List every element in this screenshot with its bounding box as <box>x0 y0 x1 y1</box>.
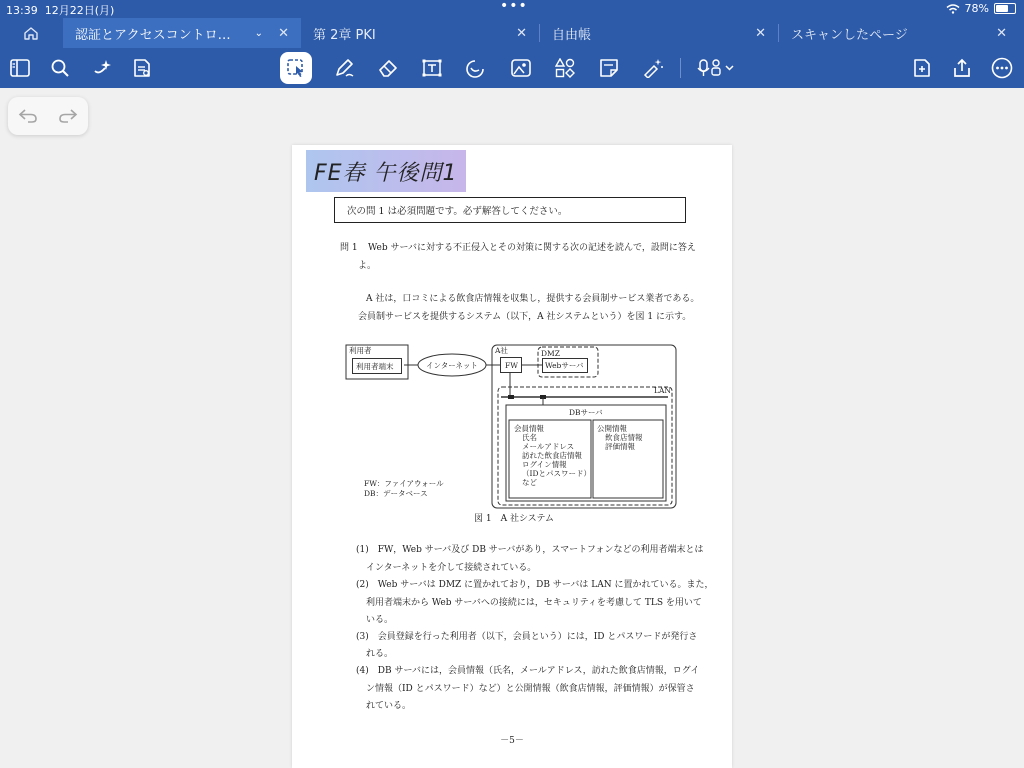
tab-document-4[interactable] <box>779 18 1019 48</box>
elements-icon <box>555 58 575 78</box>
sticky-note-tool[interactable] <box>593 52 625 84</box>
microphone-icon <box>697 58 737 78</box>
sticky-note-icon <box>599 58 619 78</box>
sparkle-icon <box>92 59 112 77</box>
pen-tool[interactable] <box>328 52 360 84</box>
ai-assist-button[interactable] <box>86 52 118 84</box>
lasso-select-icon <box>286 58 306 78</box>
sidebar-button[interactable] <box>4 52 36 84</box>
member-info-item: など <box>522 478 537 487</box>
intro-text: 会員制サービスを提供するシステム（以下，A 社システムという）を図 1 に示す。 <box>358 312 692 322</box>
battery-icon <box>994 3 1016 14</box>
shapes-tool[interactable] <box>460 52 492 84</box>
list-item: れる。 <box>366 649 394 659</box>
eraser-tool[interactable] <box>372 52 404 84</box>
undo-redo-panel <box>8 97 88 135</box>
battery-percent: 78% <box>964 2 989 15</box>
document-button[interactable] <box>126 52 158 84</box>
tab-document-3[interactable] <box>540 18 778 48</box>
legend-db: DB：データベース <box>364 489 428 498</box>
redo-icon[interactable] <box>57 108 79 124</box>
intro-text: A 社は，口コミによる飲食店情報を収集し，提供する会員制サービス業者である。 <box>366 294 700 304</box>
tab-label: 自由帳 <box>552 27 592 43</box>
audio-record-button[interactable] <box>693 52 741 84</box>
system-diagram <box>344 343 684 511</box>
member-info-item: メールアドレス <box>522 442 575 451</box>
user-group-label: 利用者 <box>349 346 372 355</box>
list-item: れている。 <box>366 701 412 711</box>
member-info-item: 訪れた飲食店情報 <box>522 451 582 460</box>
textbox-tool[interactable] <box>416 52 448 84</box>
wifi-icon <box>946 4 960 14</box>
status-bar <box>0 0 1024 18</box>
tab-document-2[interactable] <box>301 18 539 48</box>
db-server-label: DBサーバ <box>569 408 603 417</box>
add-page-button[interactable] <box>906 52 938 84</box>
textbox-icon <box>422 59 442 77</box>
list-item: (2) Web サーバは DMZ に置かれており，DB サーバは LAN に置かれている。また， <box>356 580 714 590</box>
share-icon <box>952 58 972 78</box>
laser-pointer-icon <box>642 58 664 78</box>
home-icon <box>23 26 39 41</box>
question-text: Web サーバに対する不正侵入とその対策に関する次の記述を読んで，設問に答え <box>368 243 696 253</box>
image-tool[interactable] <box>505 52 537 84</box>
toolbar <box>0 48 1024 88</box>
notice-text: 次の問 1 は必須問題です。必ず解答してください。 <box>347 206 568 217</box>
chevron-down-icon[interactable]: ⌄ <box>254 27 263 39</box>
status-right <box>946 2 1016 15</box>
image-icon <box>511 59 531 77</box>
close-icon[interactable]: ✕ <box>516 25 527 41</box>
tab-label: 第 2章 PKI <box>313 27 376 43</box>
public-info-item: 公開情報 <box>597 424 627 433</box>
list-item: いる。 <box>366 615 394 625</box>
list-item: (4) DB サーバには，会員情報（氏名，メールアドレス，訪れた飲食店情報，ログイ <box>356 666 700 676</box>
more-icon <box>991 57 1013 79</box>
pen-icon <box>334 58 354 78</box>
member-info-item: （IDとパスワード） <box>522 469 591 478</box>
list-item: (3) 会員登録を行った利用者（以下，会員という）には，ID とパスワードが発行さ <box>356 632 698 642</box>
battery-level <box>996 5 1008 12</box>
list-item: ン情報（ID とパスワード）など）と公開情報（飲食店情報，評価情報）が保管さ <box>366 684 695 694</box>
tab-label: スキャンしたページ <box>791 27 908 43</box>
list-item: 利用者端末から Web サーバへの接続には，セキュリティを考慮して TLS を用いて <box>366 598 702 608</box>
member-info-item: ログイン情報 <box>522 460 567 469</box>
company-label: A社 <box>495 346 508 355</box>
home-tab[interactable] <box>10 18 52 48</box>
more-button[interactable] <box>986 52 1018 84</box>
internet-label: インターネット <box>426 361 478 370</box>
share-button[interactable] <box>946 52 978 84</box>
member-info-item: 会員情報 <box>514 424 544 433</box>
dmz-label: DMZ <box>541 349 560 358</box>
laser-pointer-tool[interactable] <box>637 52 669 84</box>
handwritten-title: FE春 午後問1 <box>306 150 466 192</box>
user-terminal-label: 利用者端末 <box>356 362 394 371</box>
public-info-item: 評価情報 <box>605 442 635 451</box>
lasso-tool[interactable] <box>280 52 312 84</box>
question-text: よ。 <box>358 261 377 271</box>
page-number: －5－ <box>500 736 524 746</box>
multitasking-dots[interactable]: ••• <box>500 0 528 14</box>
list-item: インターネットを介して接続されている。 <box>366 563 537 573</box>
add-page-icon <box>913 58 931 78</box>
tab-document-1[interactable] <box>63 18 301 48</box>
undo-icon[interactable] <box>17 108 39 124</box>
toolbar-divider <box>680 58 681 78</box>
document-icon <box>133 58 151 78</box>
web-server-label: Webサーバ <box>545 361 584 370</box>
elements-tool[interactable] <box>549 52 581 84</box>
list-item: (1) FW，Web サーバ及び DB サーバがあり，スマートフォンなどの利用者端末とは <box>356 545 704 555</box>
legend-fw: FW：ファイアウォール <box>364 479 444 488</box>
search-button[interactable] <box>44 52 76 84</box>
question-label: 問 1 <box>340 243 358 253</box>
public-info-item: 飲食店情報 <box>605 433 643 442</box>
close-icon[interactable]: ✕ <box>278 25 289 41</box>
fw-label: FW <box>505 361 518 370</box>
close-icon[interactable]: ✕ <box>755 25 766 41</box>
close-icon[interactable]: ✕ <box>996 25 1007 41</box>
status-time-date: 13:39 12月22日(月) <box>6 4 115 17</box>
member-info-item: 氏名 <box>522 433 537 442</box>
eraser-icon <box>378 59 398 77</box>
document-page[interactable] <box>292 145 732 768</box>
tab-label: 認証とアクセスコントロ… <box>75 27 231 43</box>
lan-label: LAN <box>654 386 671 395</box>
notice-box <box>334 197 686 223</box>
sidebar-icon <box>10 59 30 77</box>
figure-caption: 図 1 A 社システム <box>474 514 555 524</box>
shapes-icon <box>466 58 486 78</box>
tab-bar <box>0 18 1024 48</box>
search-icon <box>51 59 69 77</box>
